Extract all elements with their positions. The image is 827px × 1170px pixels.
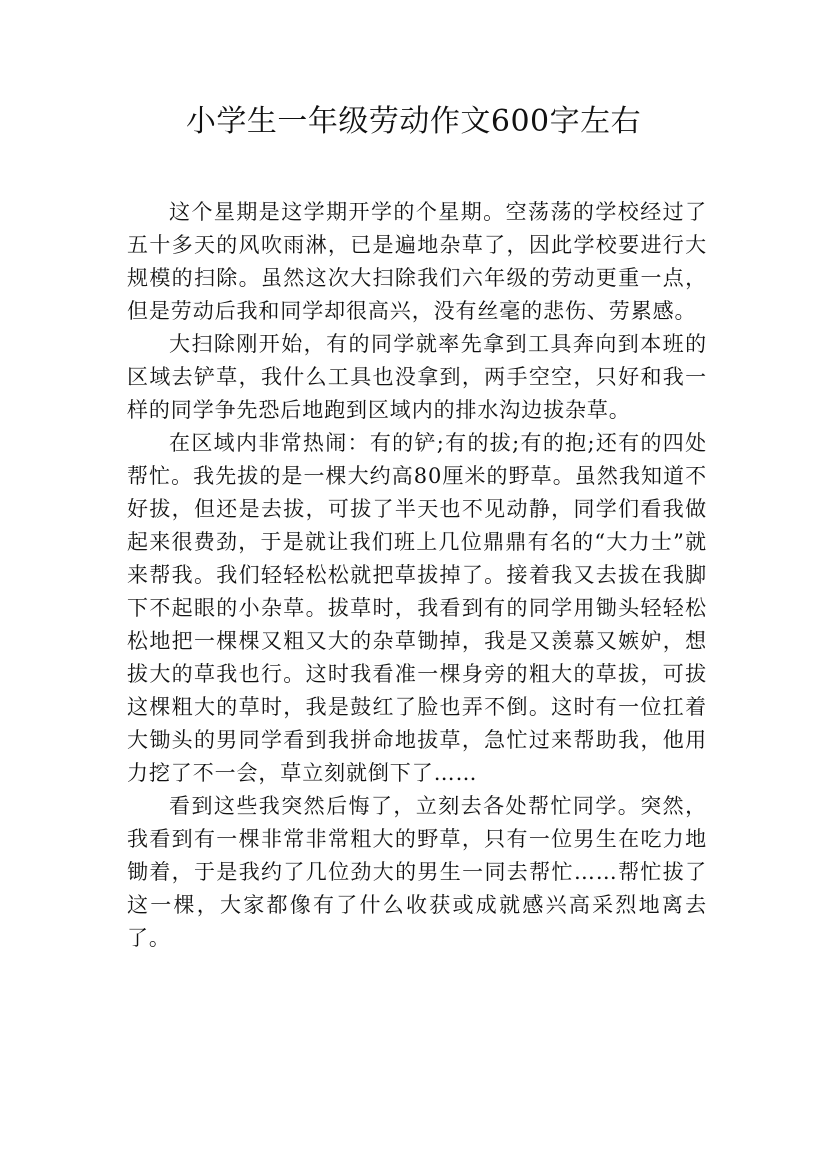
paragraph-2: 大扫除刚开始，有的同学就率先拿到工具奔向到本班的区域去铲草，我什么工具也没拿到，两手空空，只好和我一样的同学争先恐后地跑到区域内的排水沟边拔杂草。 [127, 332, 707, 422]
paragraph-1: 这个星期是这学期开学的个星期。空荡荡的学校经过了五十多天的风吹雨淋，已是遍地杂草了，因此学校要进行大规模的扫除。虽然这次大扫除我们六年级的劳动更重一点，但是劳动后我和同学却很高兴，没有丝毫的悲伤、劳累感。 [127, 200, 707, 323]
document-title: 小学生一年级劳动作文600字左右 [185, 104, 642, 139]
paragraph-4: 看到这些我突然后悔了，立刻去各处帮忙同学。突然，我看到有一棵非常非常粗大的野草，只有一位男生在吃力地锄着，于是我约了几位劲大的男生一同去帮忙……帮忙拔了这一棵，大家都像有了什么收获或成就感兴高采烈地离去了。 [127, 794, 707, 950]
document-body [127, 196, 707, 955]
paragraph-3: 在区域内非常热闹：有的铲;有的拔;有的抱;还有的四处帮忙。我先拔的是一棵大约高80厘米的野草。虽然我知道不好拔，但还是去拔，可拔了半天也不见动静，同学们看我做起来很费劲，于是就让我们班上几位鼎鼎有名的“大力士”就来帮我。我们轻轻松松就把草拔掉了。接着我又去拔在我脚下不起眼的小杂草。拔草时，我看到有的同学用锄头轻轻松松地把一棵棵又粗又大的杂草锄掉，我是又羡慕又嫉妒，想拔大的草我也行。这时我看准一棵身旁的粗大的草拔，可拔这棵粗大的草时，我是鼓红了脸也弄不倒。这时有一位扛着大锄头的男同学看到我拼命地拔草，急忙过来帮助我，他用力挖了不一会，草立刻就倒下了…… [127, 431, 707, 785]
